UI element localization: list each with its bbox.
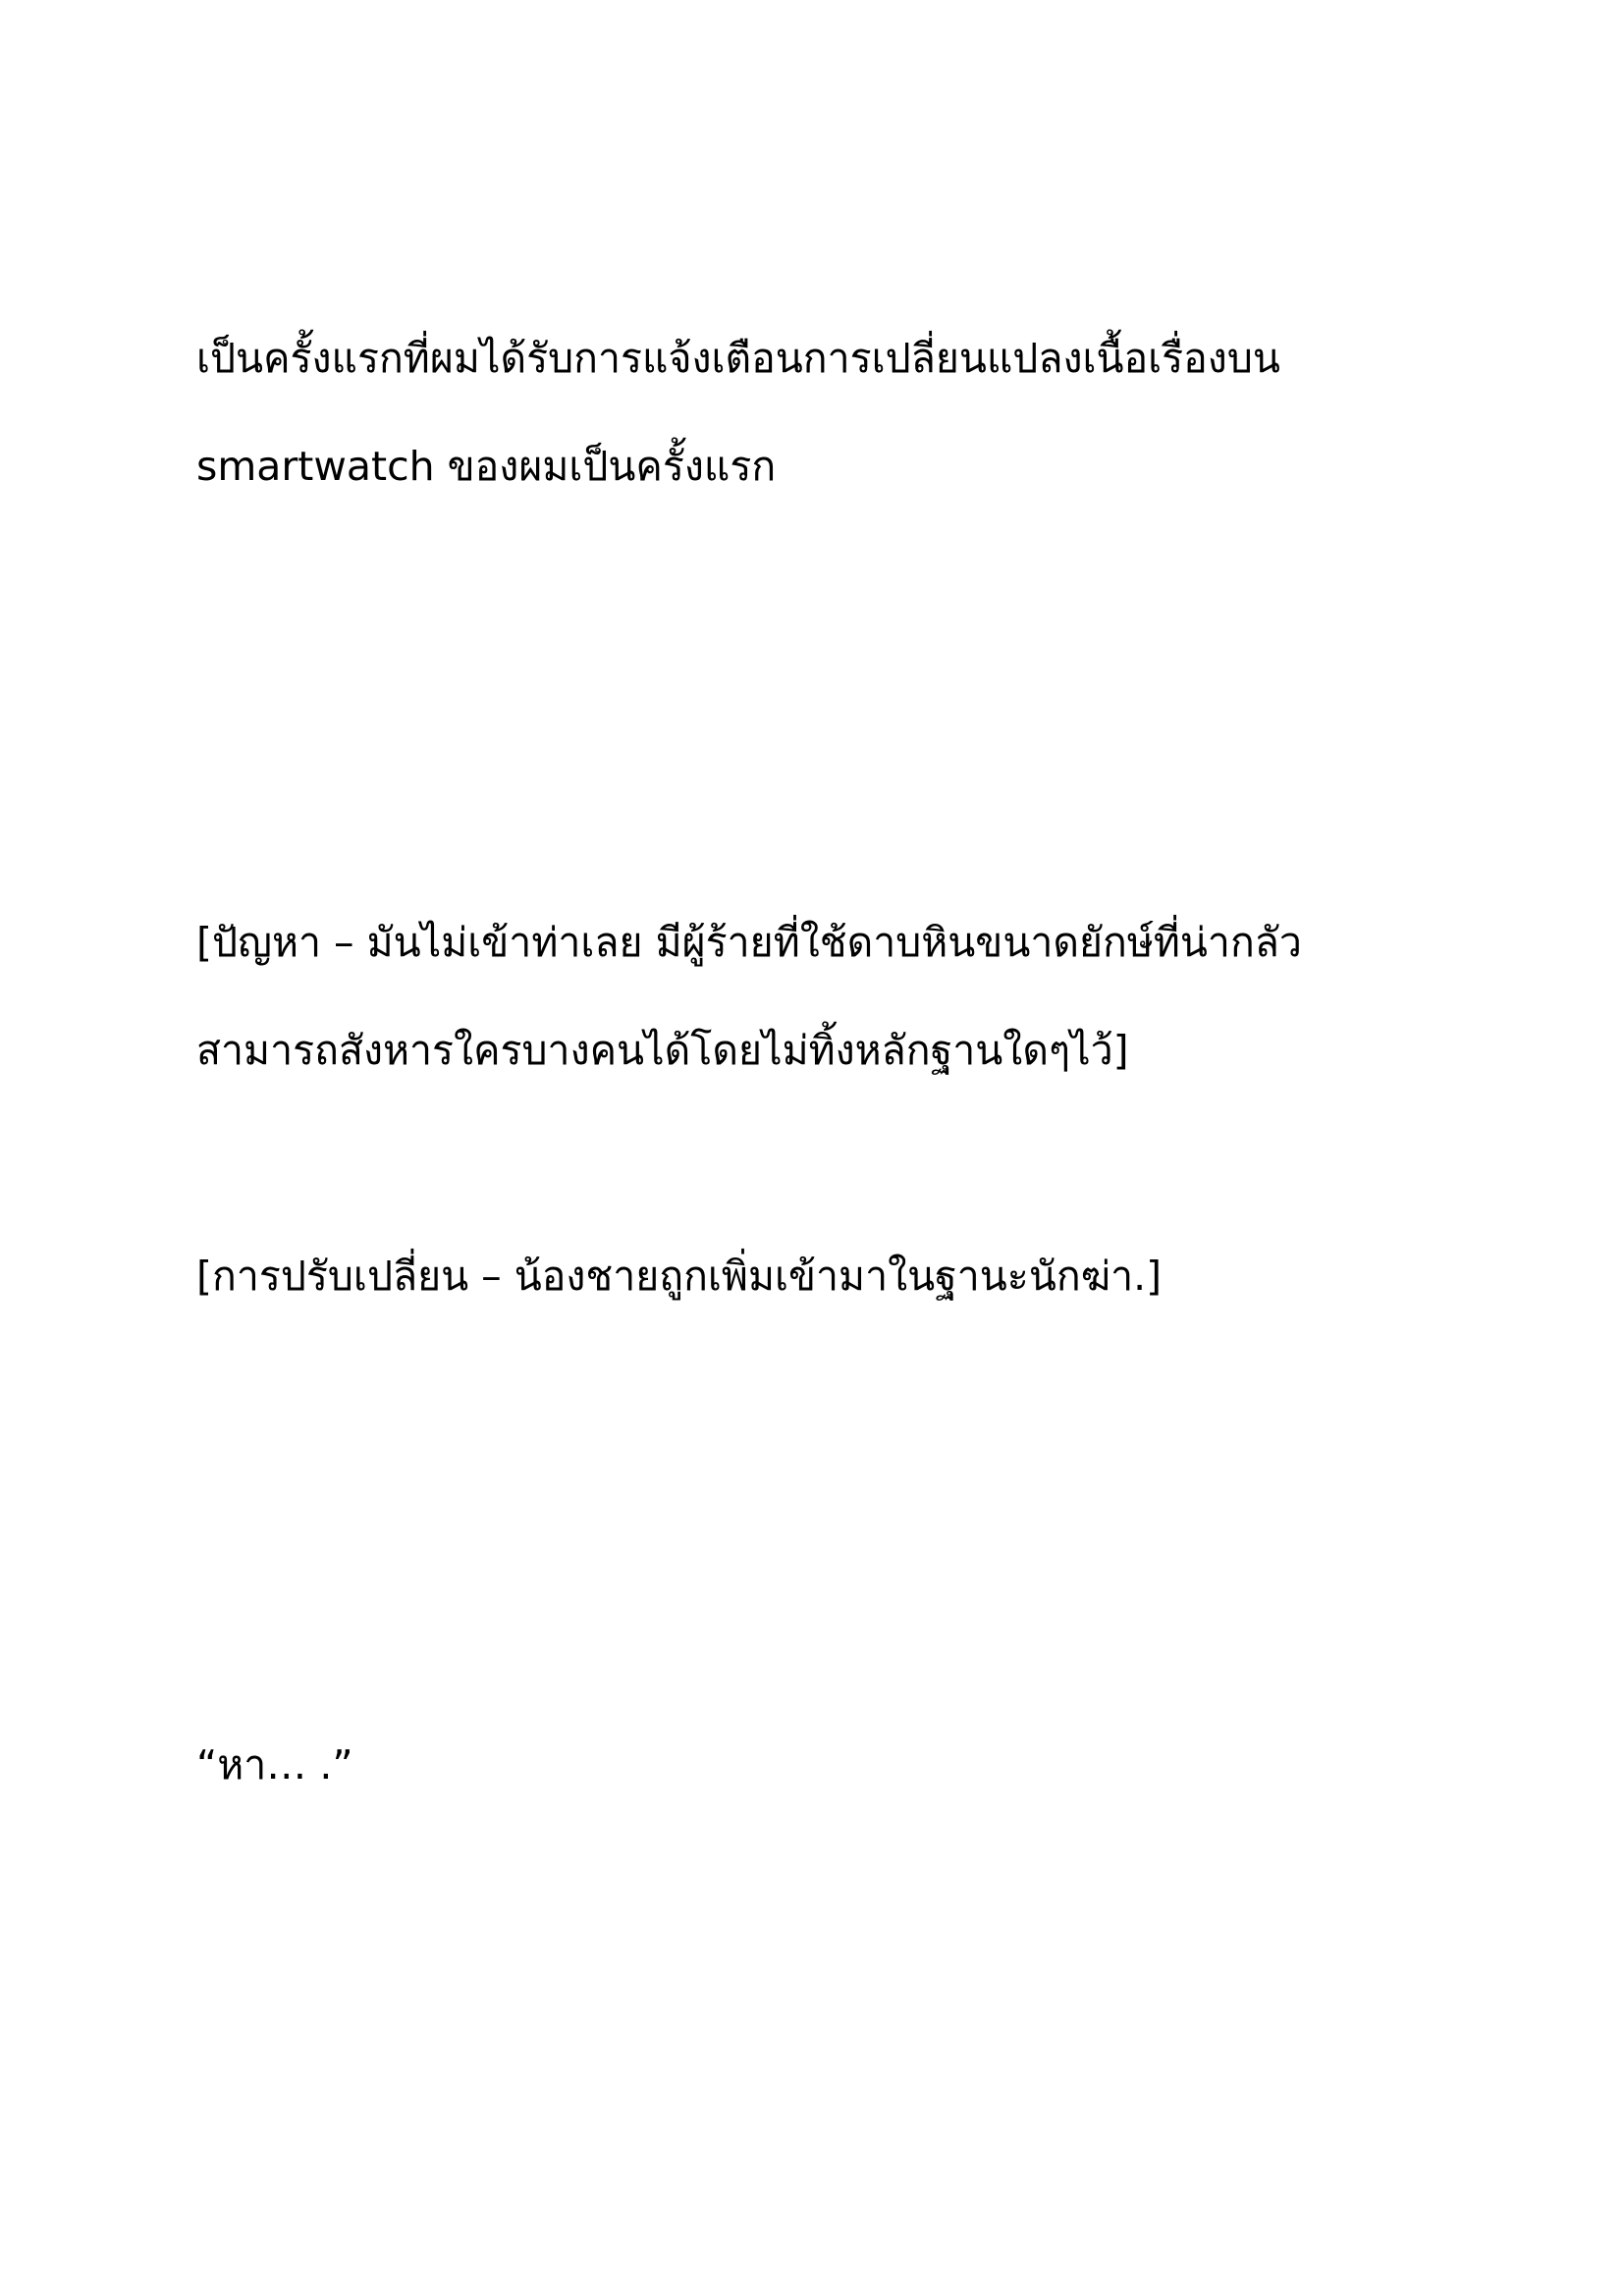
paragraph-modification bbox=[196, 1222, 1473, 1330]
text-line: [การปรับเปลี่ยน – น้องชายถูกเพิ่มเข้ามาในฐานะนักฆ่า.] bbox=[196, 1253, 1163, 1300]
text-line: “หา… .” bbox=[196, 1741, 353, 1789]
text-line: [ปัญหา – มันไม่เข้าท่าเลย มีผู้ร้ายที่ใช้ดาบหินขนาดยักษ์ที่น่ากลัว bbox=[196, 919, 1302, 966]
paragraph-problem bbox=[196, 888, 1473, 1104]
text-line: เป็นครั้งแรกที่ผมได้รับการแจ้งเตือนการเปลี่ยนแปลงเนื้อเรื่องบน bbox=[196, 335, 1280, 382]
text-line: smartwatch ของผมเป็นครั้งแรก bbox=[196, 443, 777, 490]
text-line: สามารถสังหารใครบางคนได้โดยไม่ทิ้งหลักฐานใดๆไว้] bbox=[196, 1027, 1129, 1074]
paragraph-dialogue bbox=[196, 1711, 1473, 1819]
paragraph-smartwatch-notification bbox=[196, 304, 1473, 520]
